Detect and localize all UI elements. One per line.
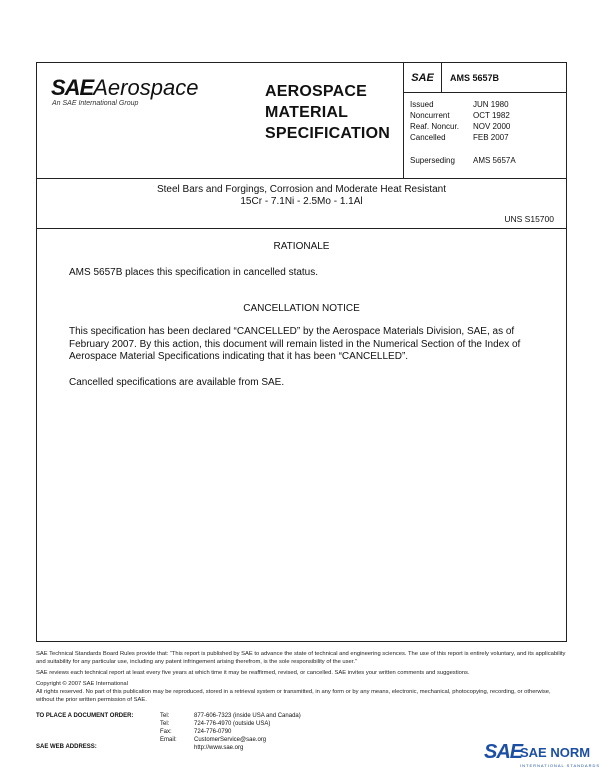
date-value: FEB 2007: [473, 133, 509, 142]
date-label: Issued: [410, 100, 434, 109]
doc-info-cell: [403, 63, 566, 179]
contact-list: [160, 712, 301, 752]
uns-number: UNS S15700: [504, 214, 554, 224]
web-address-label: SAE WEB ADDRESS:: [36, 744, 97, 750]
date-value: JUN 1980: [473, 100, 509, 109]
contact-value: 877-606-7323 (inside USA and Canada): [194, 713, 301, 719]
doc-type-line-3: SPECIFICATION: [265, 125, 390, 142]
subject-block: [37, 179, 566, 229]
title-cell: [261, 63, 403, 179]
date-value: NOV 2000: [473, 122, 511, 131]
doc-number: AMS 5657B: [442, 63, 567, 93]
date-label: Cancelled: [410, 133, 446, 142]
footer-copyright: Copyright © 2007 SAE International: [36, 681, 128, 687]
cancellation-text: This specification has been declared “CANCELLED” by the Aerospace Materials Division, SAE, as of February 2007. By this action, this document will remain listed in the Numerical Section of the Index of Aerospace Material Specifications indicating that it has been “CANCELLED”.: [69, 326, 521, 362]
stamp-tagline: INTERNATIONAL STANDARDS: [520, 763, 600, 768]
rationale-heading: RATIONALE: [273, 241, 330, 252]
rationale-text: AMS 5657B places this specification in cancelled status.: [69, 267, 319, 278]
date-list: [410, 99, 510, 143]
footer-rights: All rights reserved. No part of this publication may be reproduced, stored in a retrieval system or transmitted, in any form or by any means, electronic, mechanical, photocopying, recording, or otherwise, without the prior written permission of SAE.: [36, 689, 551, 703]
logo-subtitle: An SAE International Group: [52, 100, 139, 107]
footer-review: SAE reviews each technical report at least every five years at which time it may be reaffirmed, revised, or cancelled. SAE invites your written comments and suggestions.: [36, 670, 470, 676]
footer-notice: [36, 650, 567, 707]
sae-aerospace-logo: [51, 77, 198, 99]
doc-type-line-1: AEROSPACE: [265, 83, 367, 100]
stamp-name: SAE NORM: [520, 745, 591, 760]
footer-rules: SAE Technical Standards Board Rules provide that: “This report is published by SAE to advance the state of technical and engineering sciences. The use of this report is entirely voluntary, and its applicability and suitability for any particular use, including any patent infringement arising therefrom, is the sole responsibility of the user.”: [36, 651, 566, 665]
contact-value: 724-776-4970 (outside USA): [194, 721, 271, 727]
cancellation-heading: CANCELLATION NOTICE: [243, 303, 360, 314]
logo-cell: [37, 63, 261, 179]
sae-norm-stamp: [484, 741, 600, 771]
contact-value: 724-776-0790: [194, 729, 232, 735]
date-value: OCT 1982: [473, 111, 510, 120]
contact-email-link[interactable]: CustomerService@sae.org: [194, 737, 267, 743]
date-label: Reaf. Noncur.: [410, 122, 459, 131]
superseding-label: Superseding: [410, 156, 455, 165]
superseding-value: AMS 5657A: [473, 156, 516, 165]
availability-text: Cancelled specifications are available from SAE.: [69, 377, 285, 388]
order-label: TO PLACE A DOCUMENT ORDER:: [36, 713, 134, 719]
doc-type-line-2: MATERIAL: [265, 104, 349, 121]
contact-key: Tel:: [160, 721, 170, 727]
web-address-link[interactable]: http://www.sae.org: [194, 745, 244, 751]
sae-mini-logo: SAE: [404, 63, 442, 93]
superseding-row: [410, 156, 516, 165]
logo-aerospace-text: Aerospace: [93, 75, 199, 100]
date-label: Noncurrent: [410, 111, 450, 120]
stamp-mark: SAE: [484, 741, 523, 763]
subject-line-2: 15Cr - 7.1Ni - 2.5Mo - 1.1Al: [240, 196, 363, 207]
subject-line-1: Steel Bars and Forgings, Corrosion and Moderate Heat Resistant: [156, 184, 447, 195]
contact-key: Email:: [160, 737, 177, 743]
spec-frame: [36, 62, 567, 642]
contact-key: [160, 744, 194, 752]
header: [37, 63, 566, 179]
logo-sae-text: SAE: [51, 75, 94, 100]
contact-key: Fax:: [160, 729, 172, 735]
contact-key: Tel:: [160, 713, 170, 719]
